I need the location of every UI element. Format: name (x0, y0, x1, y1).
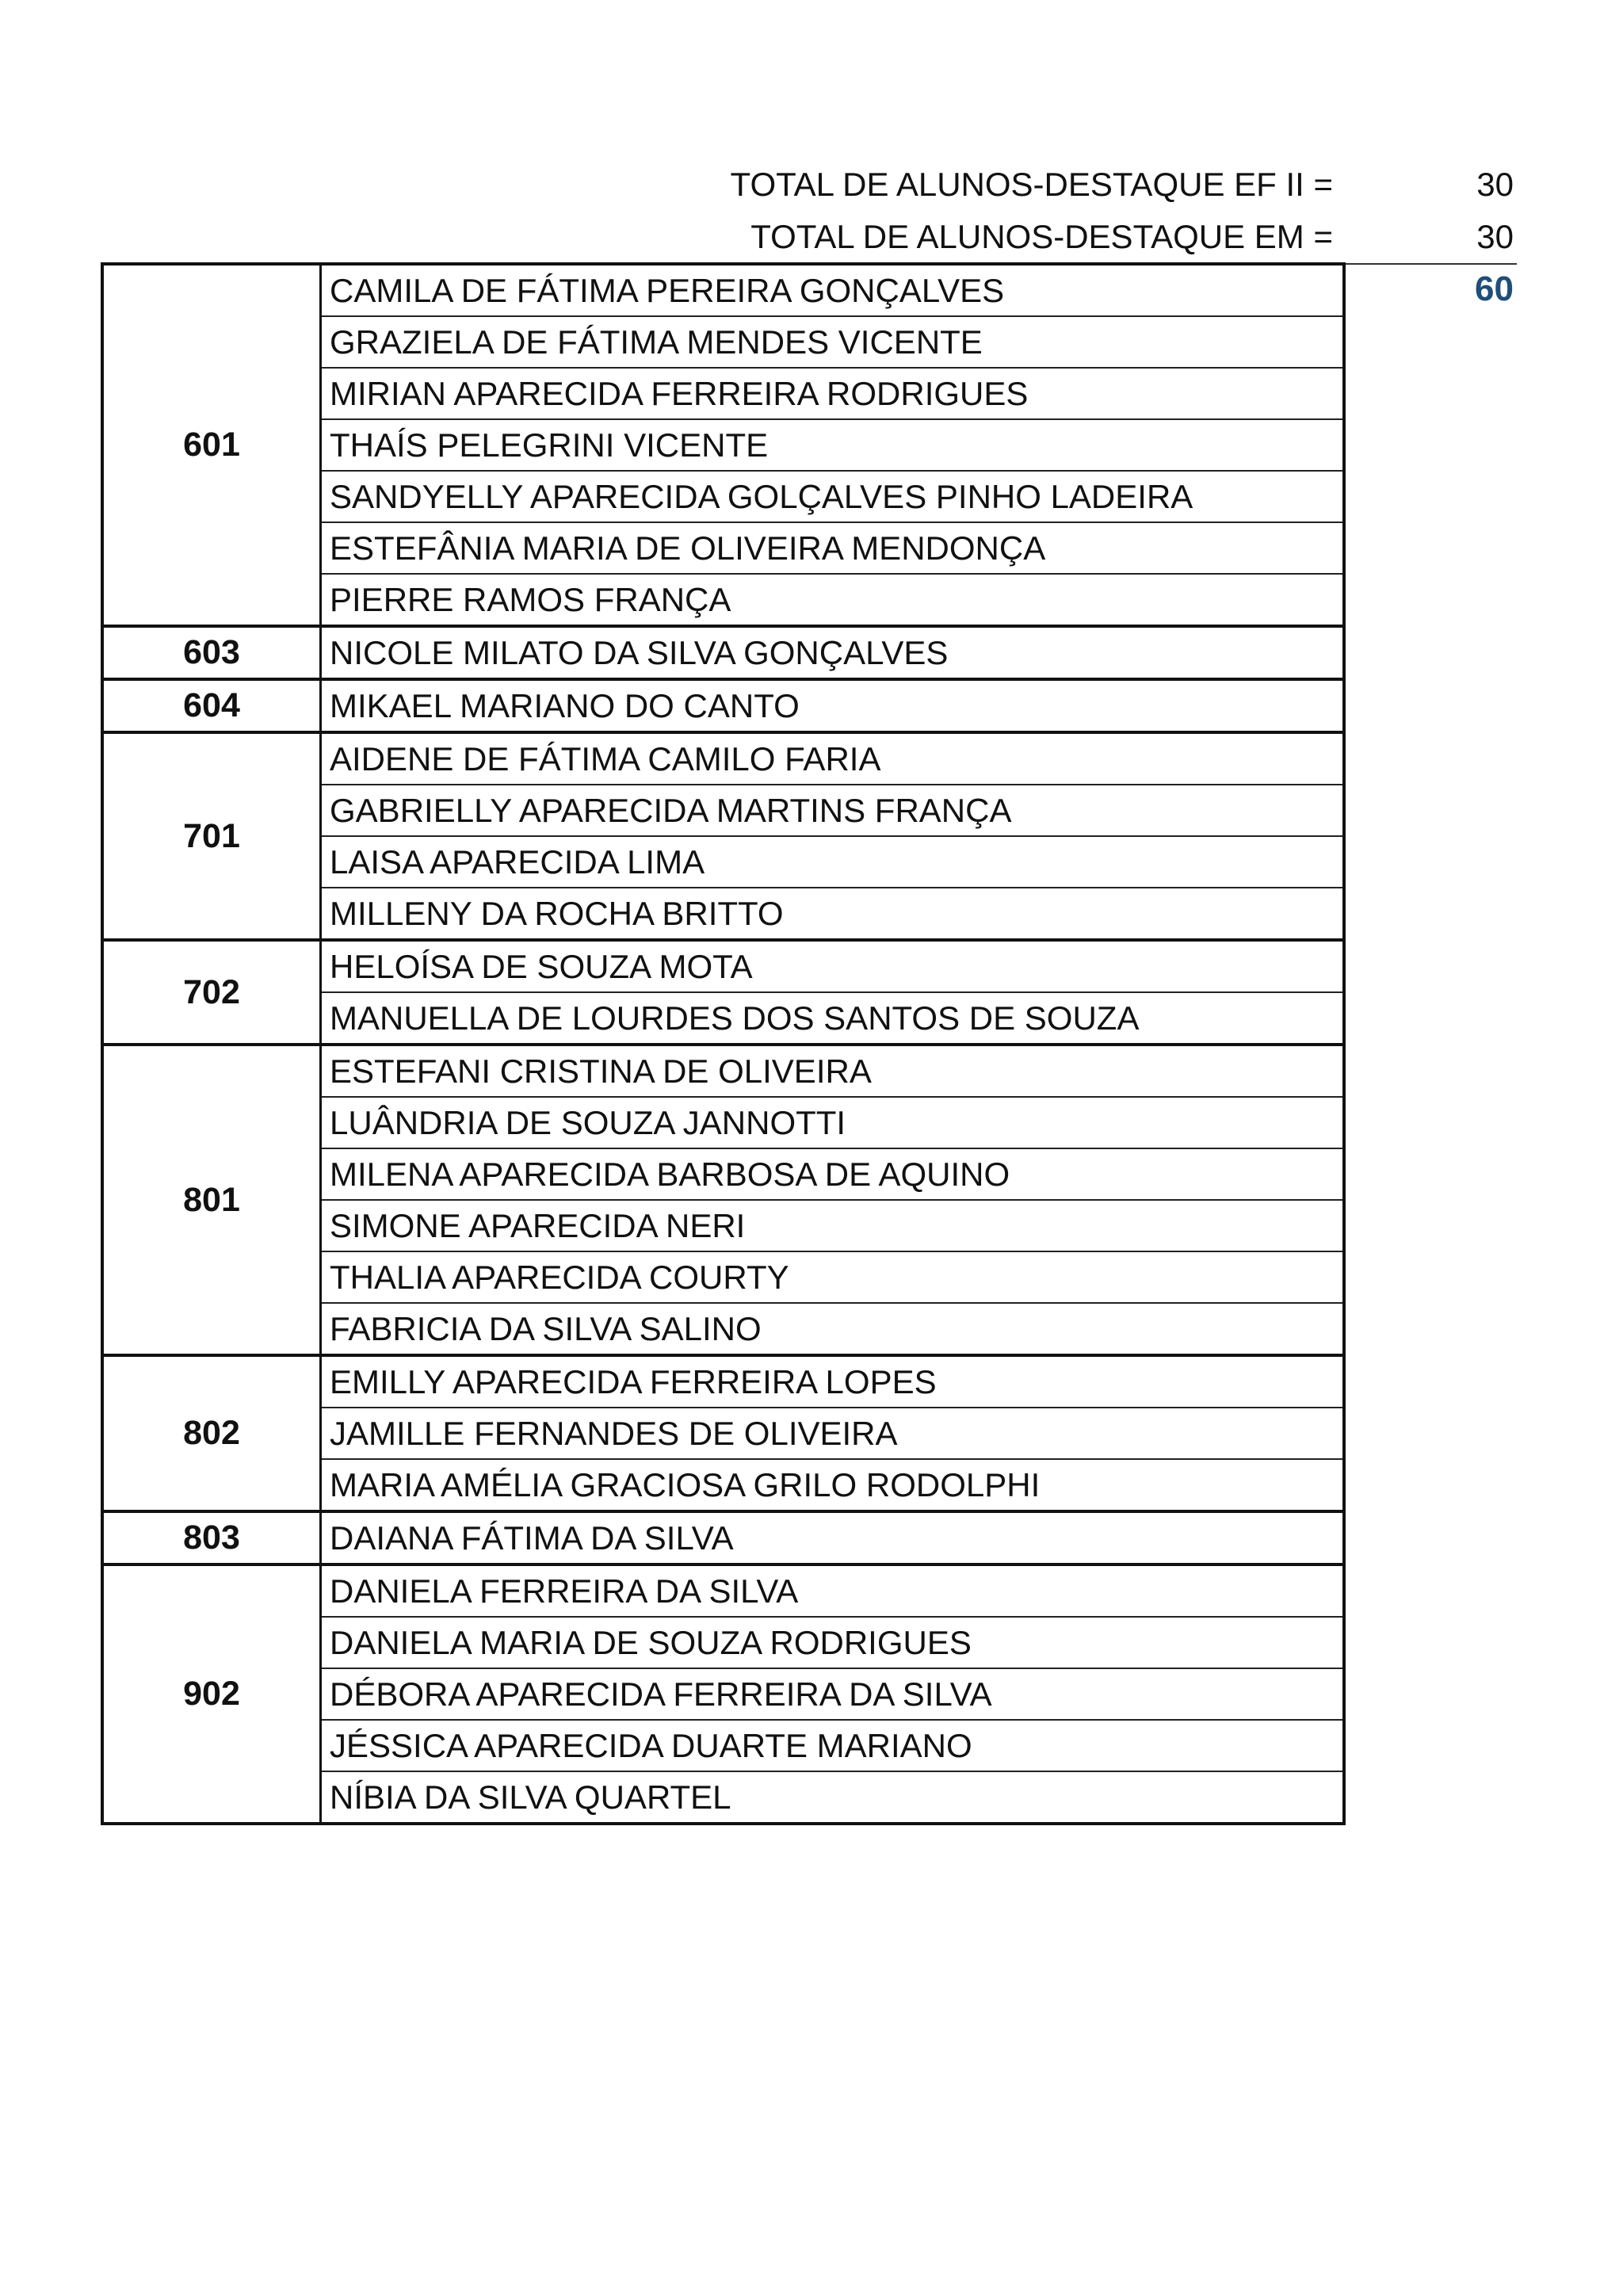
student-name-cell: MIRIAN APARECIDA FERREIRA RODRIGUES (321, 368, 1345, 419)
student-name-cell: PIERRE RAMOS FRANÇA (321, 574, 1345, 626)
table-row (102, 1564, 1344, 1617)
student-name-cell: SIMONE APARECIDA NERI (321, 1200, 1345, 1251)
table-row (102, 1045, 1344, 1097)
student-name-cell: CAMILA DE FÁTIMA PEREIRA GONÇALVES (321, 264, 1345, 316)
student-name-cell: SANDYELLY APARECIDA GOLÇALVES PINHO LADEIRA (321, 471, 1345, 522)
class-number-cell: 801 (102, 1045, 321, 1355)
class-number-cell: 702 (102, 940, 321, 1045)
class-number-cell: 802 (102, 1355, 321, 1511)
student-name-cell: JÉSSICA APARECIDA DUARTE MARIANO (321, 1720, 1345, 1771)
students-table (101, 262, 1346, 1825)
table-row (102, 940, 1344, 992)
student-name-cell: ESTEFÂNIA MARIA DE OLIVEIRA MENDONÇA (321, 522, 1345, 574)
student-name-cell: MILLENY DA ROCHA BRITTO (321, 888, 1345, 940)
student-name-cell: GABRIELLY APARECIDA MARTINS FRANÇA (321, 785, 1345, 836)
students-table-body (102, 264, 1344, 1824)
student-name-cell: DANIELA MARIA DE SOUZA RODRIGUES (321, 1617, 1345, 1668)
class-number-cell: 803 (102, 1511, 321, 1564)
student-name-cell: HELOÍSA DE SOUZA MOTA (321, 940, 1345, 992)
student-name-cell: DÉBORA APARECIDA FERREIRA DA SILVA (321, 1668, 1345, 1720)
student-name-cell: FABRICIA DA SILVA SALINO (321, 1303, 1345, 1355)
summary-em-label: TOTAL DE ALUNOS-DESTAQUE EM = (750, 218, 1333, 255)
student-name-cell: LUÂNDRIA DE SOUZA JANNOTTI (321, 1097, 1345, 1148)
summary-em-value: 30 (1476, 218, 1514, 255)
student-name-cell: THALIA APARECIDA COURTY (321, 1251, 1345, 1303)
grand-total-value: 60 (1475, 269, 1514, 308)
summary-ef-value: 30 (1476, 166, 1514, 203)
table-row (102, 264, 1344, 316)
table-row (102, 1355, 1344, 1408)
class-number-cell: 603 (102, 626, 321, 679)
table-row (102, 679, 1344, 732)
table-row (102, 732, 1344, 785)
student-name-cell: NICOLE MILATO DA SILVA GONÇALVES (321, 626, 1345, 679)
student-name-cell: ESTEFANI CRISTINA DE OLIVEIRA (321, 1045, 1345, 1097)
summary-ef-row (0, 159, 1623, 211)
student-name-cell: THAÍS PELEGRINI VICENTE (321, 419, 1345, 471)
class-number-cell: 604 (102, 679, 321, 732)
student-name-cell: MIKAEL MARIANO DO CANTO (321, 679, 1345, 732)
student-name-cell: MARIA AMÉLIA GRACIOSA GRILO RODOLPHI (321, 1459, 1345, 1511)
table-row (102, 626, 1344, 679)
table-row (102, 1511, 1344, 1564)
student-name-cell: MILENA APARECIDA BARBOSA DE AQUINO (321, 1148, 1345, 1200)
student-name-cell: JAMILLE FERNANDES DE OLIVEIRA (321, 1408, 1345, 1459)
class-number-cell: 902 (102, 1564, 321, 1824)
student-name-cell: AIDENE DE FÁTIMA CAMILO FARIA (321, 732, 1345, 785)
student-name-cell: DANIELA FERREIRA DA SILVA (321, 1564, 1345, 1617)
summary-ef-label: TOTAL DE ALUNOS-DESTAQUE EF II = (730, 166, 1333, 203)
student-name-cell: LAISA APARECIDA LIMA (321, 836, 1345, 888)
student-name-cell: DAIANA FÁTIMA DA SILVA (321, 1511, 1345, 1564)
class-number-cell: 701 (102, 732, 321, 940)
student-name-cell: MANUELLA DE LOURDES DOS SANTOS DE SOUZA (321, 992, 1345, 1045)
class-number-cell: 601 (102, 264, 321, 626)
student-name-cell: GRAZIELA DE FÁTIMA MENDES VICENTE (321, 316, 1345, 368)
student-name-cell: EMILLY APARECIDA FERREIRA LOPES (321, 1355, 1345, 1408)
summary-em-row (0, 211, 1623, 263)
student-name-cell: NÍBIA DA SILVA QUARTEL (321, 1771, 1345, 1824)
